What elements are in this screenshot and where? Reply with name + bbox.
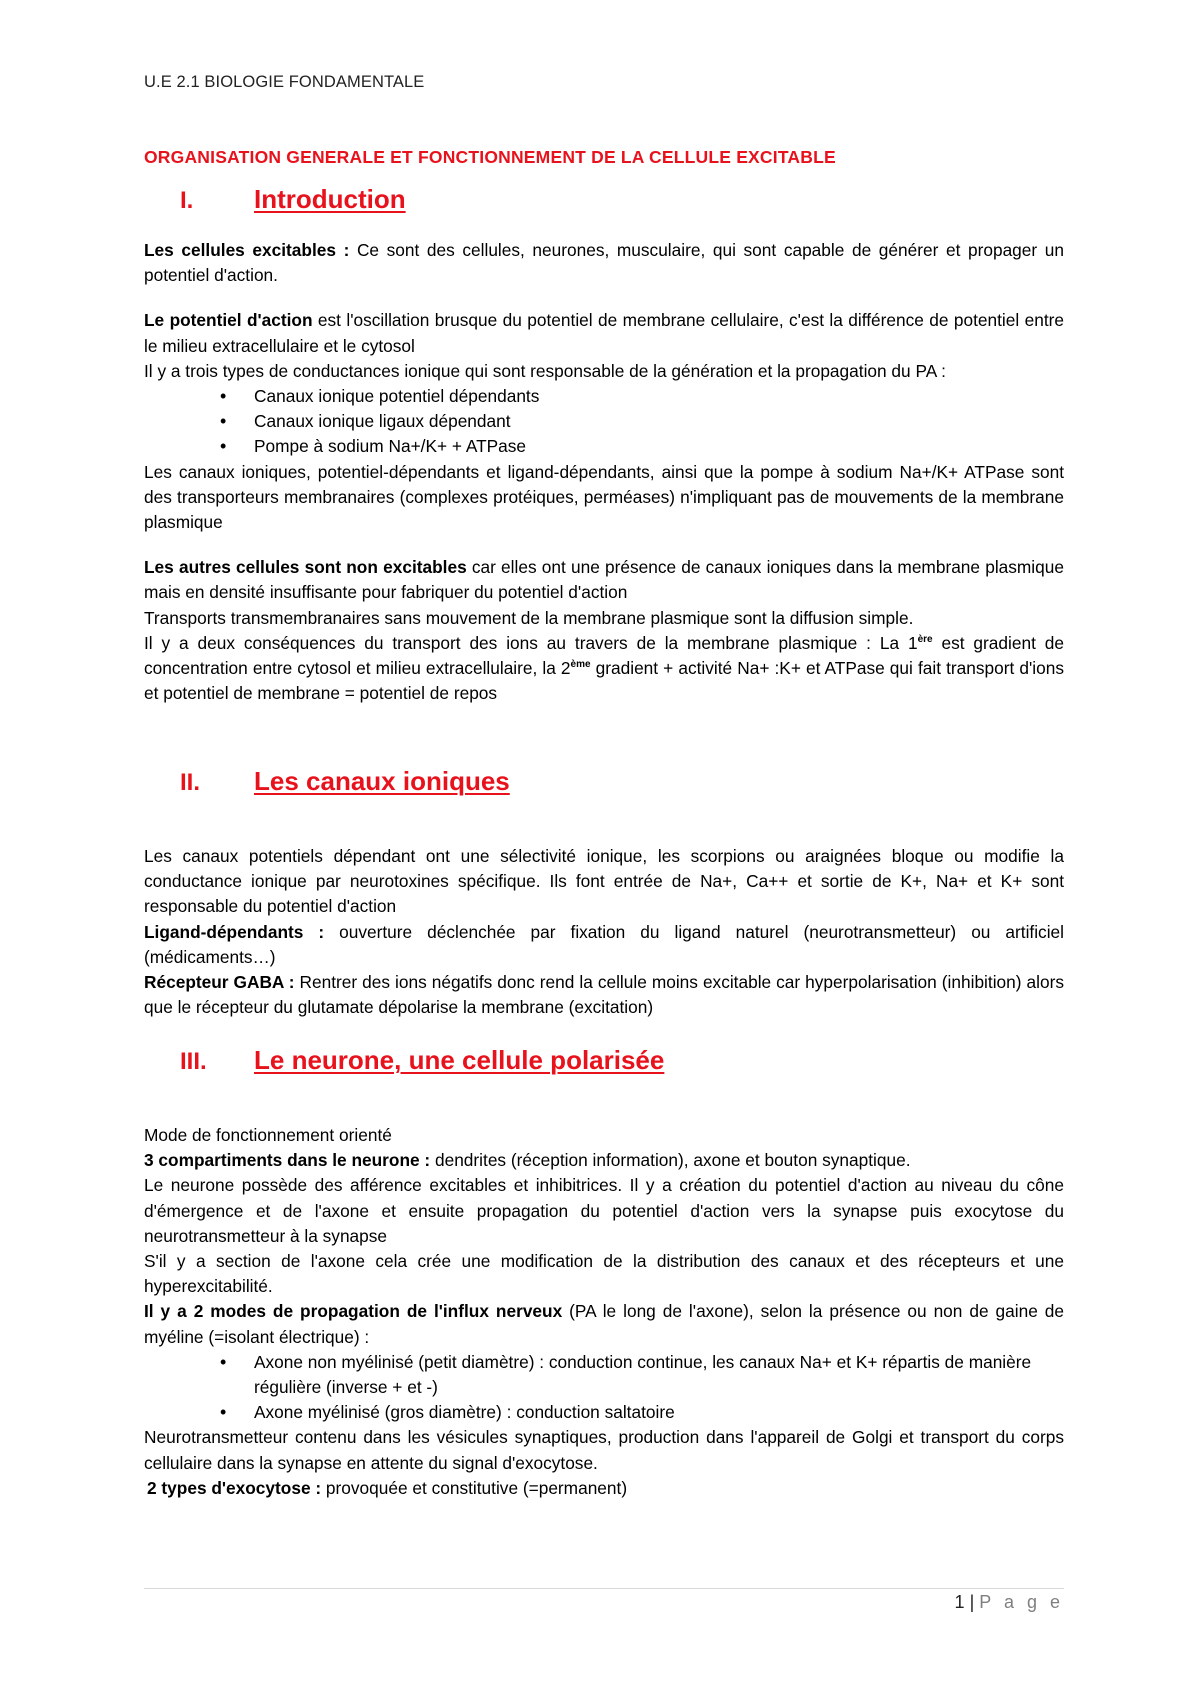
paragraph: Mode de fonctionnement orienté [144,1125,392,1145]
bullet-list [144,384,1064,460]
bullet-list [144,1350,1064,1426]
page-number: 1 [954,1592,965,1612]
list-item: • Canaux ionique potentiel dépendants [254,384,1064,409]
paragraph [144,555,1064,605]
section-heading-introduction [144,184,406,215]
text: Rentrer des ions négatifs donc rend la cellule moins excitable car hyperpolarisation (inhibition) alors que le récepteur du glutamate dépolarise la membrane (excitation) [144,972,1064,1018]
term: 2 types d'exocytose : [147,1477,322,1498]
text: (PA le long de l'axone), selon la présence ou non de gaine de myéline (=isolant électrique) : [144,1301,1065,1347]
paragraph [144,970,1064,1020]
list-item: • Canaux ionique ligaux dépendant [254,409,1064,434]
list-item: • Pompe à sodium Na+/K+ + ATPase [254,434,1064,459]
section-title: Introduction [254,184,406,214]
term: Ligand-dépendants : [144,921,325,942]
paragraph [144,1476,1064,1501]
paragraph: Il y a trois types de conductances ionique qui sont responsable de la génération et la propagation du PA : [144,360,946,381]
section-title: Les canaux ioniques [254,766,510,796]
paragraph: Le neurone possède des afférence excitables et inhibitrices. Il y a création du potentiel d'action au niveau du cône d'émergence et de l'axone et ensuite propagation du potentiel d'action vers la synapse puis exocytose du neurotransmetteur à la synapse [144,1175,1064,1246]
page-label: P a g e [979,1592,1064,1612]
text: car elles ont une présence de canaux ioniques dans la membrane plasmique mais en densité insuffisante pour fabriquer du potentiel d'action [144,557,1064,603]
section-number: I. [180,187,194,214]
paragraph: Les canaux potentiels dépendant ont une sélectivité ionique, les scorpions ou araignées bloque ou modifie la conductance ionique par neurotoxines spécifique. Ils font entrée de Na+, Ca++ et sortie de K+, Na+ et K+ sont responsable du potentiel d'action [144,846,1064,917]
neurone-body [144,1123,1064,1501]
term: Récepteur GABA : [144,972,295,993]
page-footer [955,1592,1064,1613]
term: Il y a 2 modes de propagation de l'influx nerveux [144,1301,563,1322]
term: Les cellules excitables : [144,240,350,260]
paragraph: Les canaux ioniques, potentiel-dépendants et ligand-dépendants, ainsi que la pompe à sodium Na+/K+ ATPase sont des transporteurs membranaires (complexes protéiques, perméases) n'impliquant pas de mouvements de la membrane plasmique [144,461,1064,533]
text: ouverture déclenchée par fixation du ligand naturel (neurotransmetteur) ou artificiel (médicaments…) [144,921,1064,967]
section-title: Le neurone, une cellule polarisée [254,1045,665,1075]
superscript: ère [917,634,933,646]
footer-divider [144,1588,1064,1589]
term: 3 compartiments dans le neurone : [144,1150,431,1171]
text: Ce sont des cellules, neurones, musculaire, qui sont capable de générer et propager un potentiel d'action. [144,240,1064,286]
paragraph [144,1148,1064,1173]
page-header: U.E 2.1 BIOLOGIE FONDAMENTALE [144,73,425,91]
section-number: II. [180,769,201,796]
text: gradient + activité Na+ :K+ et ATPase qui fait transport d'ions et potentiel de membrane = potentiel de repos [144,658,1064,704]
section-heading-canaux [144,766,510,797]
document-title: ORGANISATION GENERALE ET FONCTIONNEMENT DE LA CELLULE EXCITABLE [144,147,836,167]
paragraph [144,631,1064,707]
text: dendrites (réception information), axone et bouton synaptique. [430,1150,911,1171]
text: est l'oscillation brusque du potentiel de membrane cellulaire, c'est la différence de potentiel entre le milieu extracellulaire et le cytosol [144,310,1065,356]
introduction-body [144,238,1064,706]
section-number: III. [180,1048,207,1075]
term: Le potentiel d'action [144,310,313,331]
text: provoquée et constitutive (=permanent) [321,1477,628,1498]
section-heading-neurone [144,1045,664,1076]
list-item: • Axone non myélinisé (petit diamètre) : conduction continue, les canaux Na+ et K+ répartis de manière régulière (inverse + et -) [254,1350,1064,1400]
paragraph: Transports transmembranaires sans mouvement de la membrane plasmique sont la diffusion simple. [144,607,914,628]
footer-separator: | [969,1592,975,1612]
paragraph: S'il y a section de l'axone cela crée une modification de la distribution des canaux et des récepteurs et une hyperexcitabilité. [144,1251,1064,1297]
text: est gradient de concentration entre cytosol et milieu extracellulaire, la 2 [144,632,1064,679]
term: Les autres cellules sont non excitables [144,557,467,578]
superscript: ème [570,659,591,671]
paragraph [144,308,1064,358]
canaux-body [144,844,1064,1020]
paragraph [144,238,1064,288]
paragraph: Neurotransmetteur contenu dans les vésicules synaptiques, production dans l'appareil de Golgi et transport du corps cellulaire dans la synapse en attente du signal d'exocytose. [144,1427,1064,1473]
text: Il y a deux conséquences du transport des ions au travers de la membrane plasmique : La 1 [144,632,918,653]
document-page [144,0,1064,1696]
paragraph [144,920,1064,970]
list-item: • Axone myélinisé (gros diamètre) : conduction saltatoire [254,1400,1064,1425]
paragraph [144,1299,1064,1349]
